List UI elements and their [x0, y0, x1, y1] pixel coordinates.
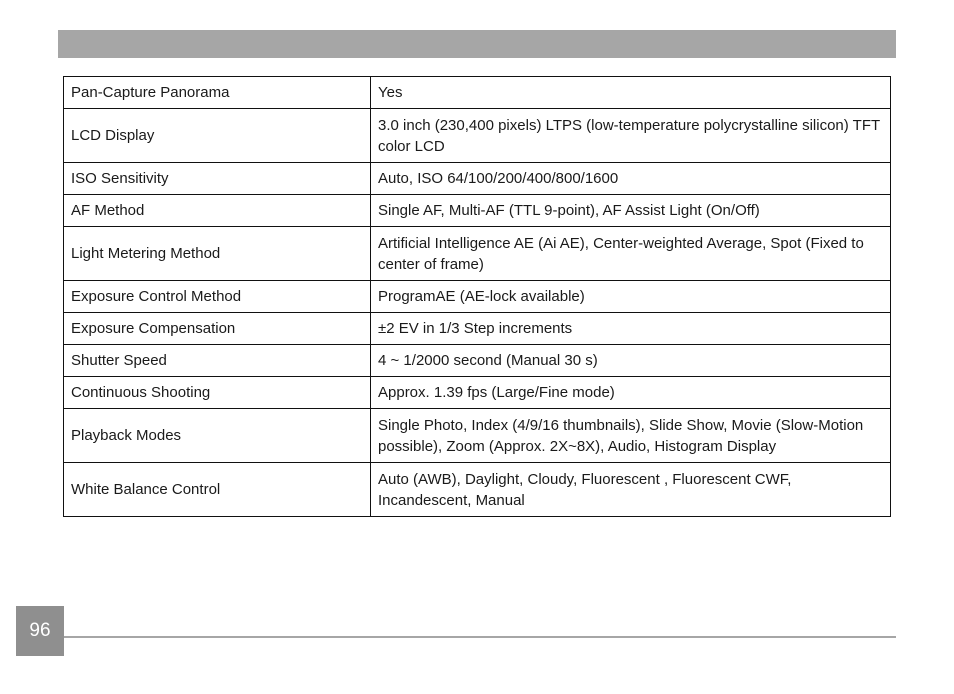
spec-label: ISO Sensitivity: [64, 163, 371, 195]
table-row: [64, 345, 891, 377]
spec-label: Continuous Shooting: [64, 377, 371, 409]
table-row: [64, 195, 891, 227]
spec-label: Playback Modes: [64, 409, 371, 463]
spec-label: Shutter Speed: [64, 345, 371, 377]
spec-value: Single Photo, Index (4/9/16 thumbnails), Slide Show, Movie (Slow-Motion possible), Zoom (Approx. 2X~8X), Audio, Histogram Display: [371, 409, 891, 463]
table-row: [64, 313, 891, 345]
spec-label: LCD Display: [64, 109, 371, 163]
header-band: [58, 30, 896, 58]
spec-label: Exposure Control Method: [64, 281, 371, 313]
spec-value: Auto (AWB), Daylight, Cloudy, Fluorescent , Fluorescent CWF, Incandescent, Manual: [371, 463, 891, 517]
table-row: [64, 77, 891, 109]
spec-value: ProgramAE (AE-lock available): [371, 281, 891, 313]
spec-value: ±2 EV in 1/3 Step increments: [371, 313, 891, 345]
spec-value: 4 ~ 1/2000 second (Manual 30 s): [371, 345, 891, 377]
spec-label: Light Metering Method: [64, 227, 371, 281]
table-row: [64, 109, 891, 163]
spec-value: 3.0 inch (230,400 pixels) LTPS (low-temperature polycrystalline silicon) TFT color LCD: [371, 109, 891, 163]
spec-label: Pan-Capture Panorama: [64, 77, 371, 109]
spec-label: AF Method: [64, 195, 371, 227]
table-row: [64, 163, 891, 195]
spec-value: Artificial Intelligence AE (Ai AE), Center-weighted Average, Spot (Fixed to center of frame): [371, 227, 891, 281]
table-row: [64, 409, 891, 463]
spec-value: Yes: [371, 77, 891, 109]
table-row: [64, 377, 891, 409]
table-row: [64, 227, 891, 281]
spec-value: Auto, ISO 64/100/200/400/800/1600: [371, 163, 891, 195]
spec-label: Exposure Compensation: [64, 313, 371, 345]
table-row: [64, 463, 891, 517]
spec-label: White Balance Control: [64, 463, 371, 517]
spec-value: Approx. 1.39 fps (Large/Fine mode): [371, 377, 891, 409]
footer-divider: [64, 636, 896, 638]
page-number: 96: [16, 606, 64, 656]
spec-value: Single AF, Multi-AF (TTL 9-point), AF Assist Light (On/Off): [371, 195, 891, 227]
specifications-table: [63, 76, 891, 517]
table-row: [64, 281, 891, 313]
